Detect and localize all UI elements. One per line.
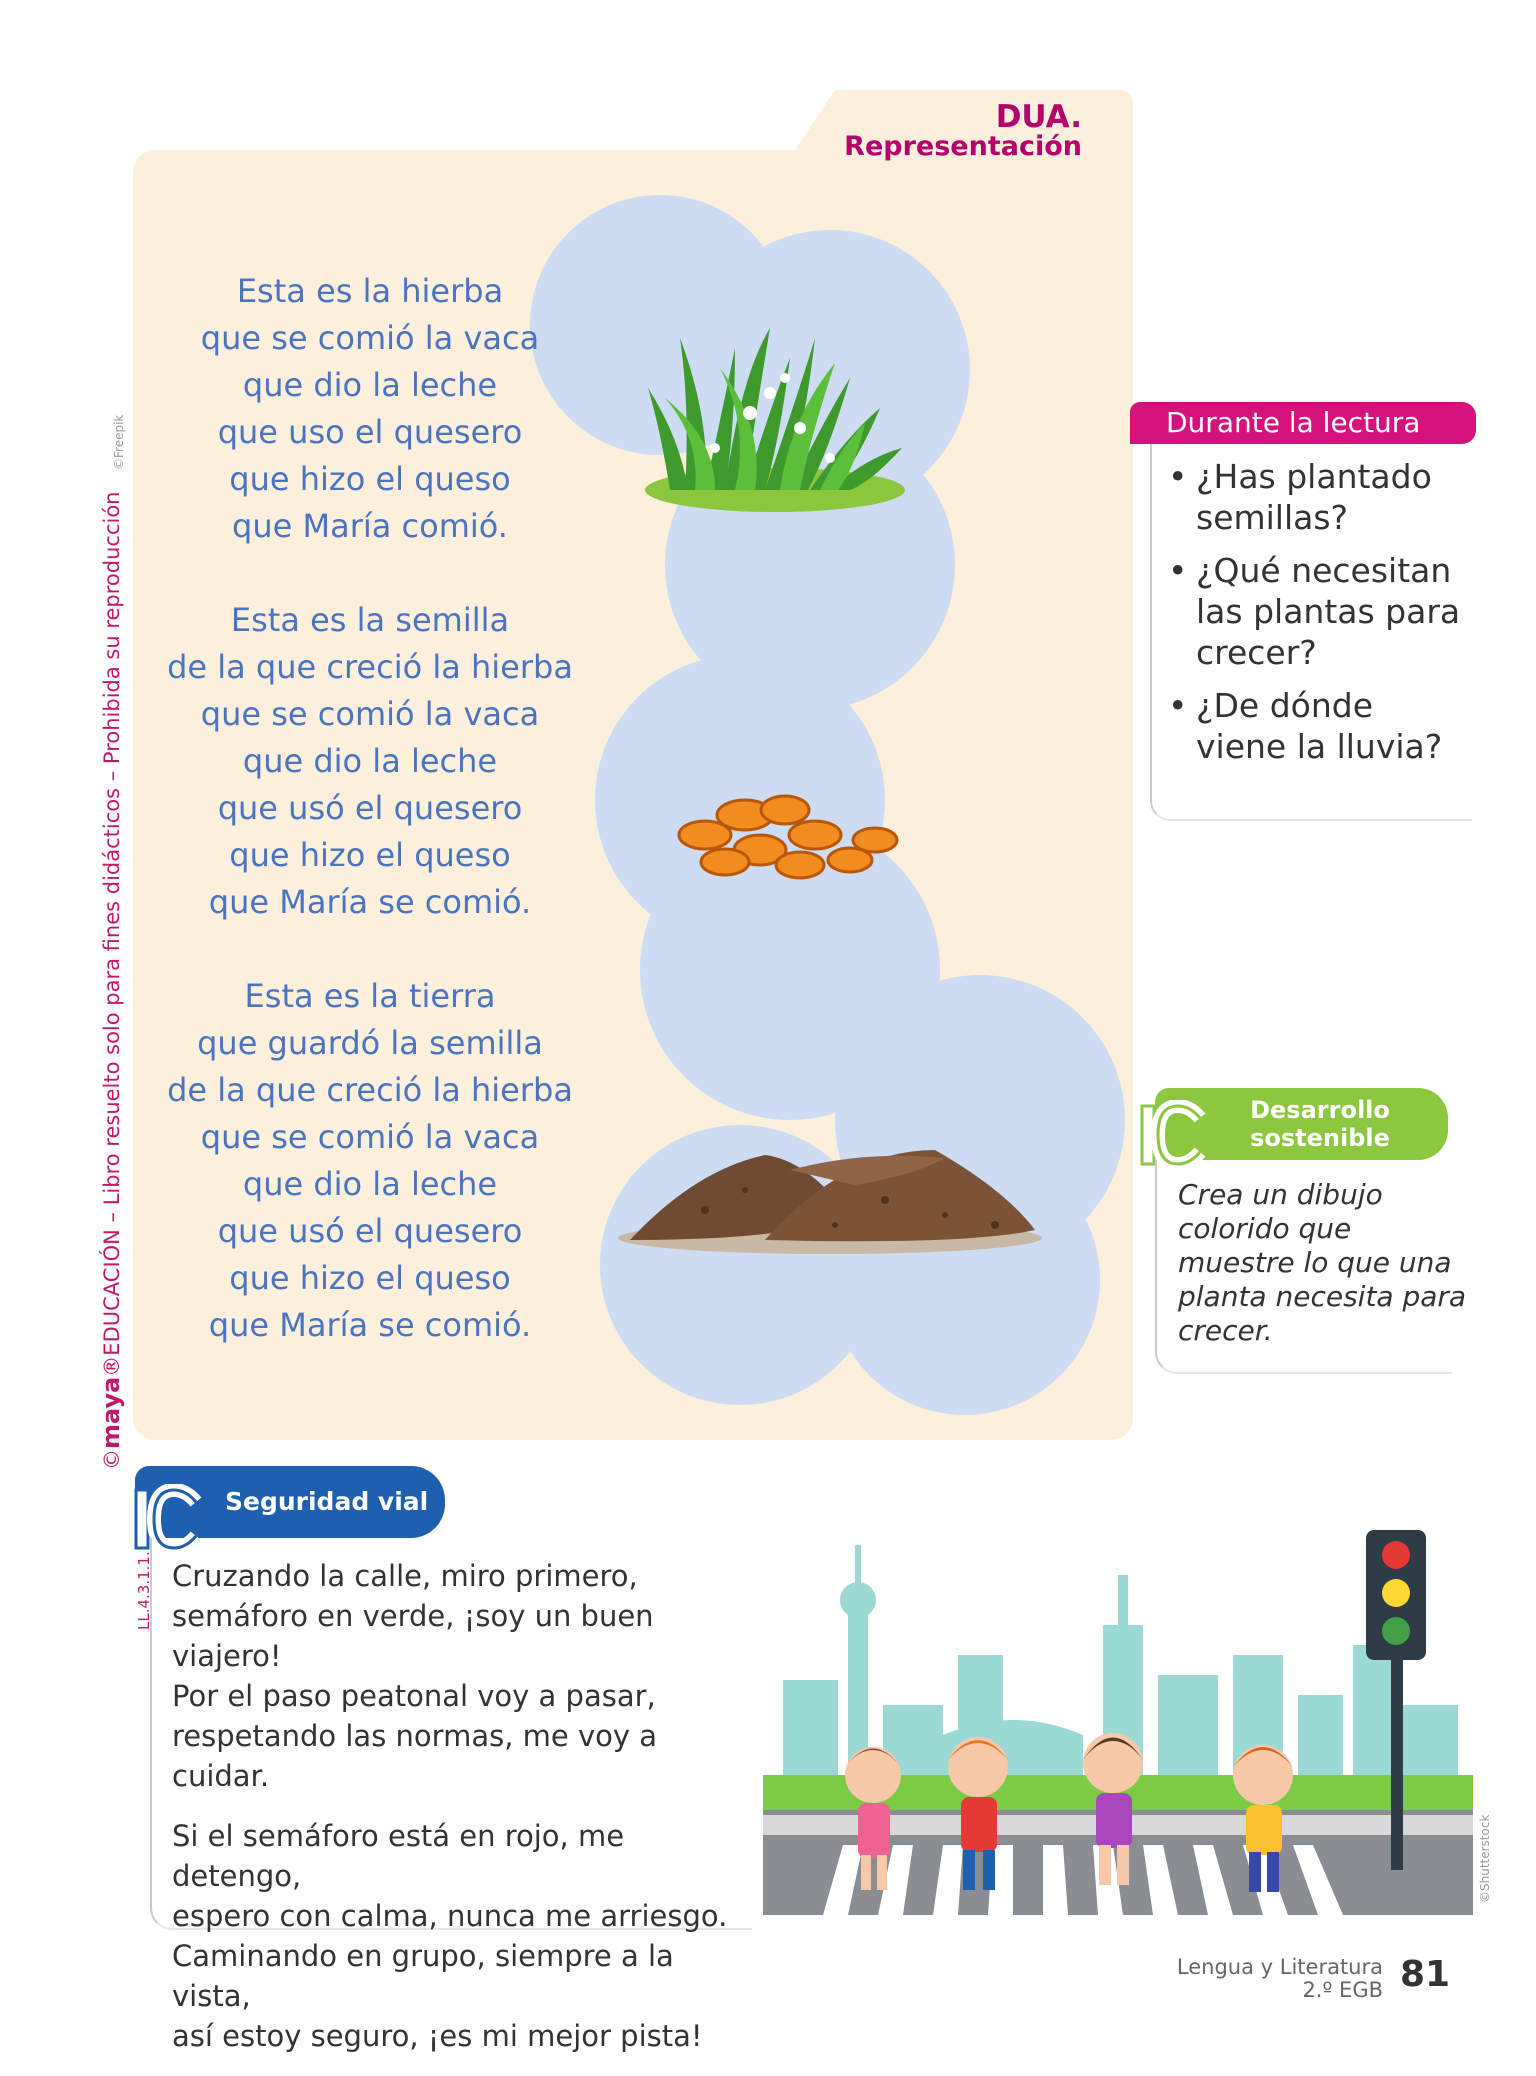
skill-code: LL.4.3.1.1. [135, 1551, 153, 1630]
footer-grade: 2.º EGB [1302, 1978, 1383, 2002]
verse: que María se comió. [208, 883, 532, 921]
verse: que dio la leche [242, 366, 498, 404]
verse: que María comió. [232, 507, 508, 545]
crosswalk-illustration [763, 1505, 1473, 1915]
verse: que hizo el queso [229, 460, 511, 498]
verse: así estoy seguro, ¡es mi mejor pista! [172, 2019, 703, 2053]
grass-illustration [640, 318, 910, 518]
verse: Por el paso peatonal voy a pasar, [172, 1679, 656, 1713]
verse: respetando las normas, me voy a cuidar. [172, 1719, 657, 1793]
road-safety-paragraph [172, 1556, 752, 1796]
sustainable-text: Crea un dibujo colorido que muestre lo que una planta necesita para crecer. [1178, 1178, 1467, 1347]
verse: espero con calma, nunca me arriesgo. [172, 1899, 728, 1933]
reading-question: • ¿Qué necesitan las plantas para crecer? [1168, 550, 1468, 673]
verse: que usó el quesero [217, 1212, 523, 1250]
verse: que se comió la vaca [200, 319, 540, 357]
reading-questions [1168, 456, 1468, 779]
dua-title: DUA. [995, 99, 1082, 135]
poem [160, 268, 580, 1396]
verse: que uso el quesero [217, 413, 523, 451]
soil-illustration [615, 1130, 1045, 1260]
reading-question: • ¿Has plantado semillas? [1168, 456, 1468, 538]
road-safety-poem [172, 1556, 752, 2076]
reading-question: • ¿De dónde viene la lluvia? [1168, 685, 1468, 767]
verse: Caminando en grupo, siempre a la vista, [172, 1939, 674, 2013]
verse: Cruzando la calle, miro primero, [172, 1559, 638, 1593]
verse: de la que creció la hierba [167, 1071, 573, 1109]
shutterstock-credit: ©Shutterstock [1478, 1814, 1492, 1903]
brand-logo: maya [97, 1376, 125, 1449]
poem-stanza-1 [160, 268, 580, 550]
verse: Esta es la hierba [236, 272, 504, 310]
verse: semáforo en verde, ¡soy un buen viajero! [172, 1599, 654, 1673]
freepik-credit: ©Freepik [112, 414, 126, 470]
verse: que guardó la semilla [197, 1024, 543, 1062]
verse: Si el semáforo está en rojo, me detengo, [172, 1819, 625, 1893]
seeds-illustration [665, 780, 905, 890]
verse: que María se comió. [208, 1306, 532, 1344]
verse: que se comió la vaca [200, 695, 540, 733]
reading-header-title: Durante la lectura [1166, 406, 1421, 439]
copyright-notice: ©maya®EDUCACIÓN – Libro resuelto solo para fines didácticos – Prohibida su reproducción [97, 491, 125, 1470]
verse: que hizo el queso [229, 1259, 511, 1297]
footer-subject: Lengua y Literatura [1176, 1955, 1383, 1979]
poem-stanza-3 [160, 973, 580, 1349]
dua-subtitle: Representación [844, 131, 1082, 162]
verse: Esta es la tierra [244, 977, 496, 1015]
verse: que hizo el queso [229, 836, 511, 874]
verse: que se comió la vaca [200, 1118, 540, 1156]
verse: de la que creció la hierba [167, 648, 573, 686]
poem-stanza-2 [160, 597, 580, 926]
page-number: 81 [1400, 1954, 1451, 1995]
verse: que dio la leche [242, 742, 498, 780]
road-safety-title: Seguridad vial [225, 1487, 429, 1516]
sustainable-title: Desarrollo sostenible [1250, 1096, 1390, 1152]
verse: que dio la leche [242, 1165, 498, 1203]
verse: que usó el quesero [217, 789, 523, 827]
verse: Esta es la semilla [230, 601, 510, 639]
road-safety-paragraph [172, 1816, 752, 2056]
